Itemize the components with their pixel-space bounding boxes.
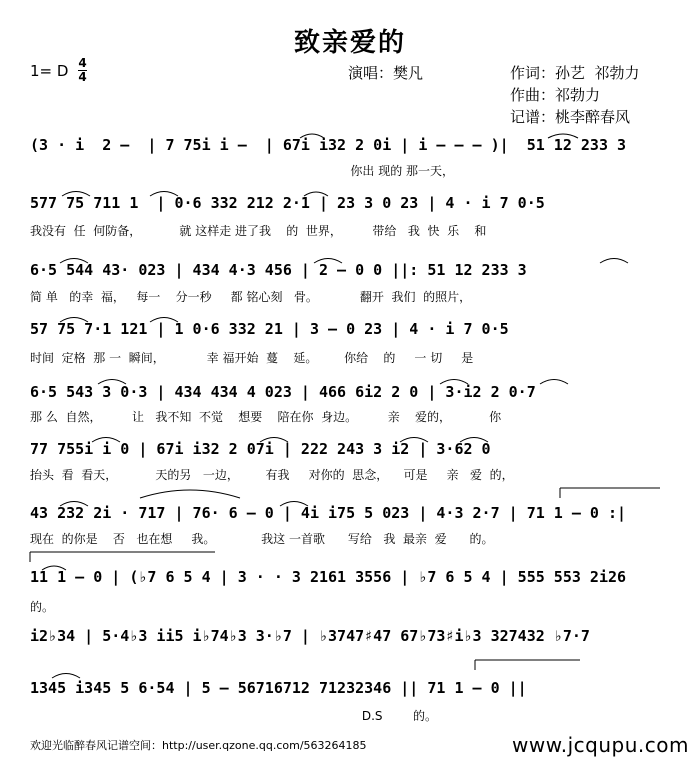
score-line-3: 6·5 544 43· 023 | 434 4·3 456 | 2 – 0 0 ||: 51 12 233 3 (30, 261, 527, 279)
score-line-7: 43 232 2i · 717 | 76· 6 – 0 | 4i i75 5 023 | 4·3 2·7 | 71 1 – 0 :| (30, 504, 627, 522)
score-line-2: 577 75 711 1 | 0·6 332 212 2·1 | 23 3 0 23 | 4 · i 7 0·5 (30, 194, 545, 212)
slur-mark (460, 438, 488, 443)
lyric-line-2: 我没有 任 何防备， 就 这样走 进了我 的 世界， 带给 我 快 乐 和 (30, 224, 487, 238)
site-watermark: www.jcqupu.com (512, 733, 689, 757)
slur-mark (600, 259, 628, 264)
composer-credit: 作曲：祁勃力 (510, 86, 601, 104)
score-line-10: 1345 i345 5 6·54 | 5 – 56716712 71232346 || 71 1 – 0 || (30, 679, 527, 697)
song-title: 致亲爱的 (293, 28, 406, 58)
slur-mark (42, 566, 66, 570)
score-line-4: 57 75 7·1 121 | 1 0·6 332 21 | 3 – 0 23 | 4 · i 7 0·5 (30, 320, 509, 338)
transcriber-credit: 记谱：桃李醉春风 (510, 108, 631, 126)
lyric-line-1: 你出 现的 那一天， (30, 164, 455, 178)
slur-mark (540, 380, 568, 385)
slur-mark (52, 674, 80, 679)
slur-mark (300, 134, 324, 138)
welcome-text: 欢迎光临醉春风记谱空间：http://user.qzone.qq.com/563264185 (30, 739, 367, 752)
slur-mark (98, 380, 126, 385)
lyric-line-6: 抬头 看 看天， 天的另 一边， 有我 对你的 思念， 可是 亲 爱 的， (30, 468, 514, 482)
score-line-9: i2♭34 | 5·4♭3 ii5 i♭74♭3 3·♭7 | ♭3747♯47 67♭73♯i♭3 327432 ♭7·7 (30, 627, 590, 645)
slur-mark (400, 438, 428, 443)
slur-mark (548, 134, 578, 138)
slur-mark (60, 502, 88, 507)
score-line-5: 6·5 543 3 0·3 | 434 434 4 023 | 466 6i2 2 0 | 3·i2 2 0·7 (30, 383, 536, 401)
lyric-line-5: 那 么 自然， 让 我不知 不觉 想要 陪在你 身边。 亲 爱的， 你 (30, 410, 502, 424)
meter-bottom: 4 (78, 70, 87, 84)
score-line-1: (3 · i 2 – | 7 75i i – | 67i i32 2 0i | i – – – )| 51 12 233 3 (30, 136, 627, 154)
slur-mark (62, 192, 90, 197)
slur-mark (140, 490, 240, 498)
slur-mark (92, 438, 120, 443)
slur-mark (60, 318, 88, 323)
slur-mark (150, 318, 178, 323)
lyricist-credit: 作词：孙艺 祁勃力 (510, 64, 640, 82)
score-line-8: 11 1 – 0 | (♭7 6 5 4 | 3 · · 3 2161 3556 | ♭7 6 5 4 | 555 553 2i26 (30, 568, 627, 586)
meter-top: 4 (78, 56, 87, 70)
lyric-line-3: 简 单 的幸 福， 每一 分一秒 都 铭心刻 骨。 翻开 我们 的照片， (30, 290, 472, 304)
score-line-6: 77 755i i 0 | 67i i32 2 07i | 222 243 3 i2 | 3·62 0 (30, 440, 491, 458)
lyric-line-4: 时间 定格 那 一 瞬间， 幸 福开始 蔓 延。 你给 的 一 切 是 (30, 351, 474, 365)
lyric-line-7: 现在 的你是 否 也在想 我。 我这 一首歌 写给 我 最亲 爱 的。 (30, 532, 494, 546)
slur-mark (440, 380, 468, 385)
slur-mark (304, 192, 328, 196)
slur-mark (260, 438, 288, 443)
slur-mark (280, 502, 308, 507)
slur-mark (60, 259, 88, 264)
slur-mark (314, 259, 342, 264)
key-signature: 1= D (30, 62, 69, 80)
lyric-line-10: D.S 的。 (30, 709, 438, 723)
slur-mark (150, 192, 178, 197)
lyric-line-8: 的。 (30, 600, 55, 614)
singer-credit: 演唱：樊凡 (348, 64, 424, 82)
